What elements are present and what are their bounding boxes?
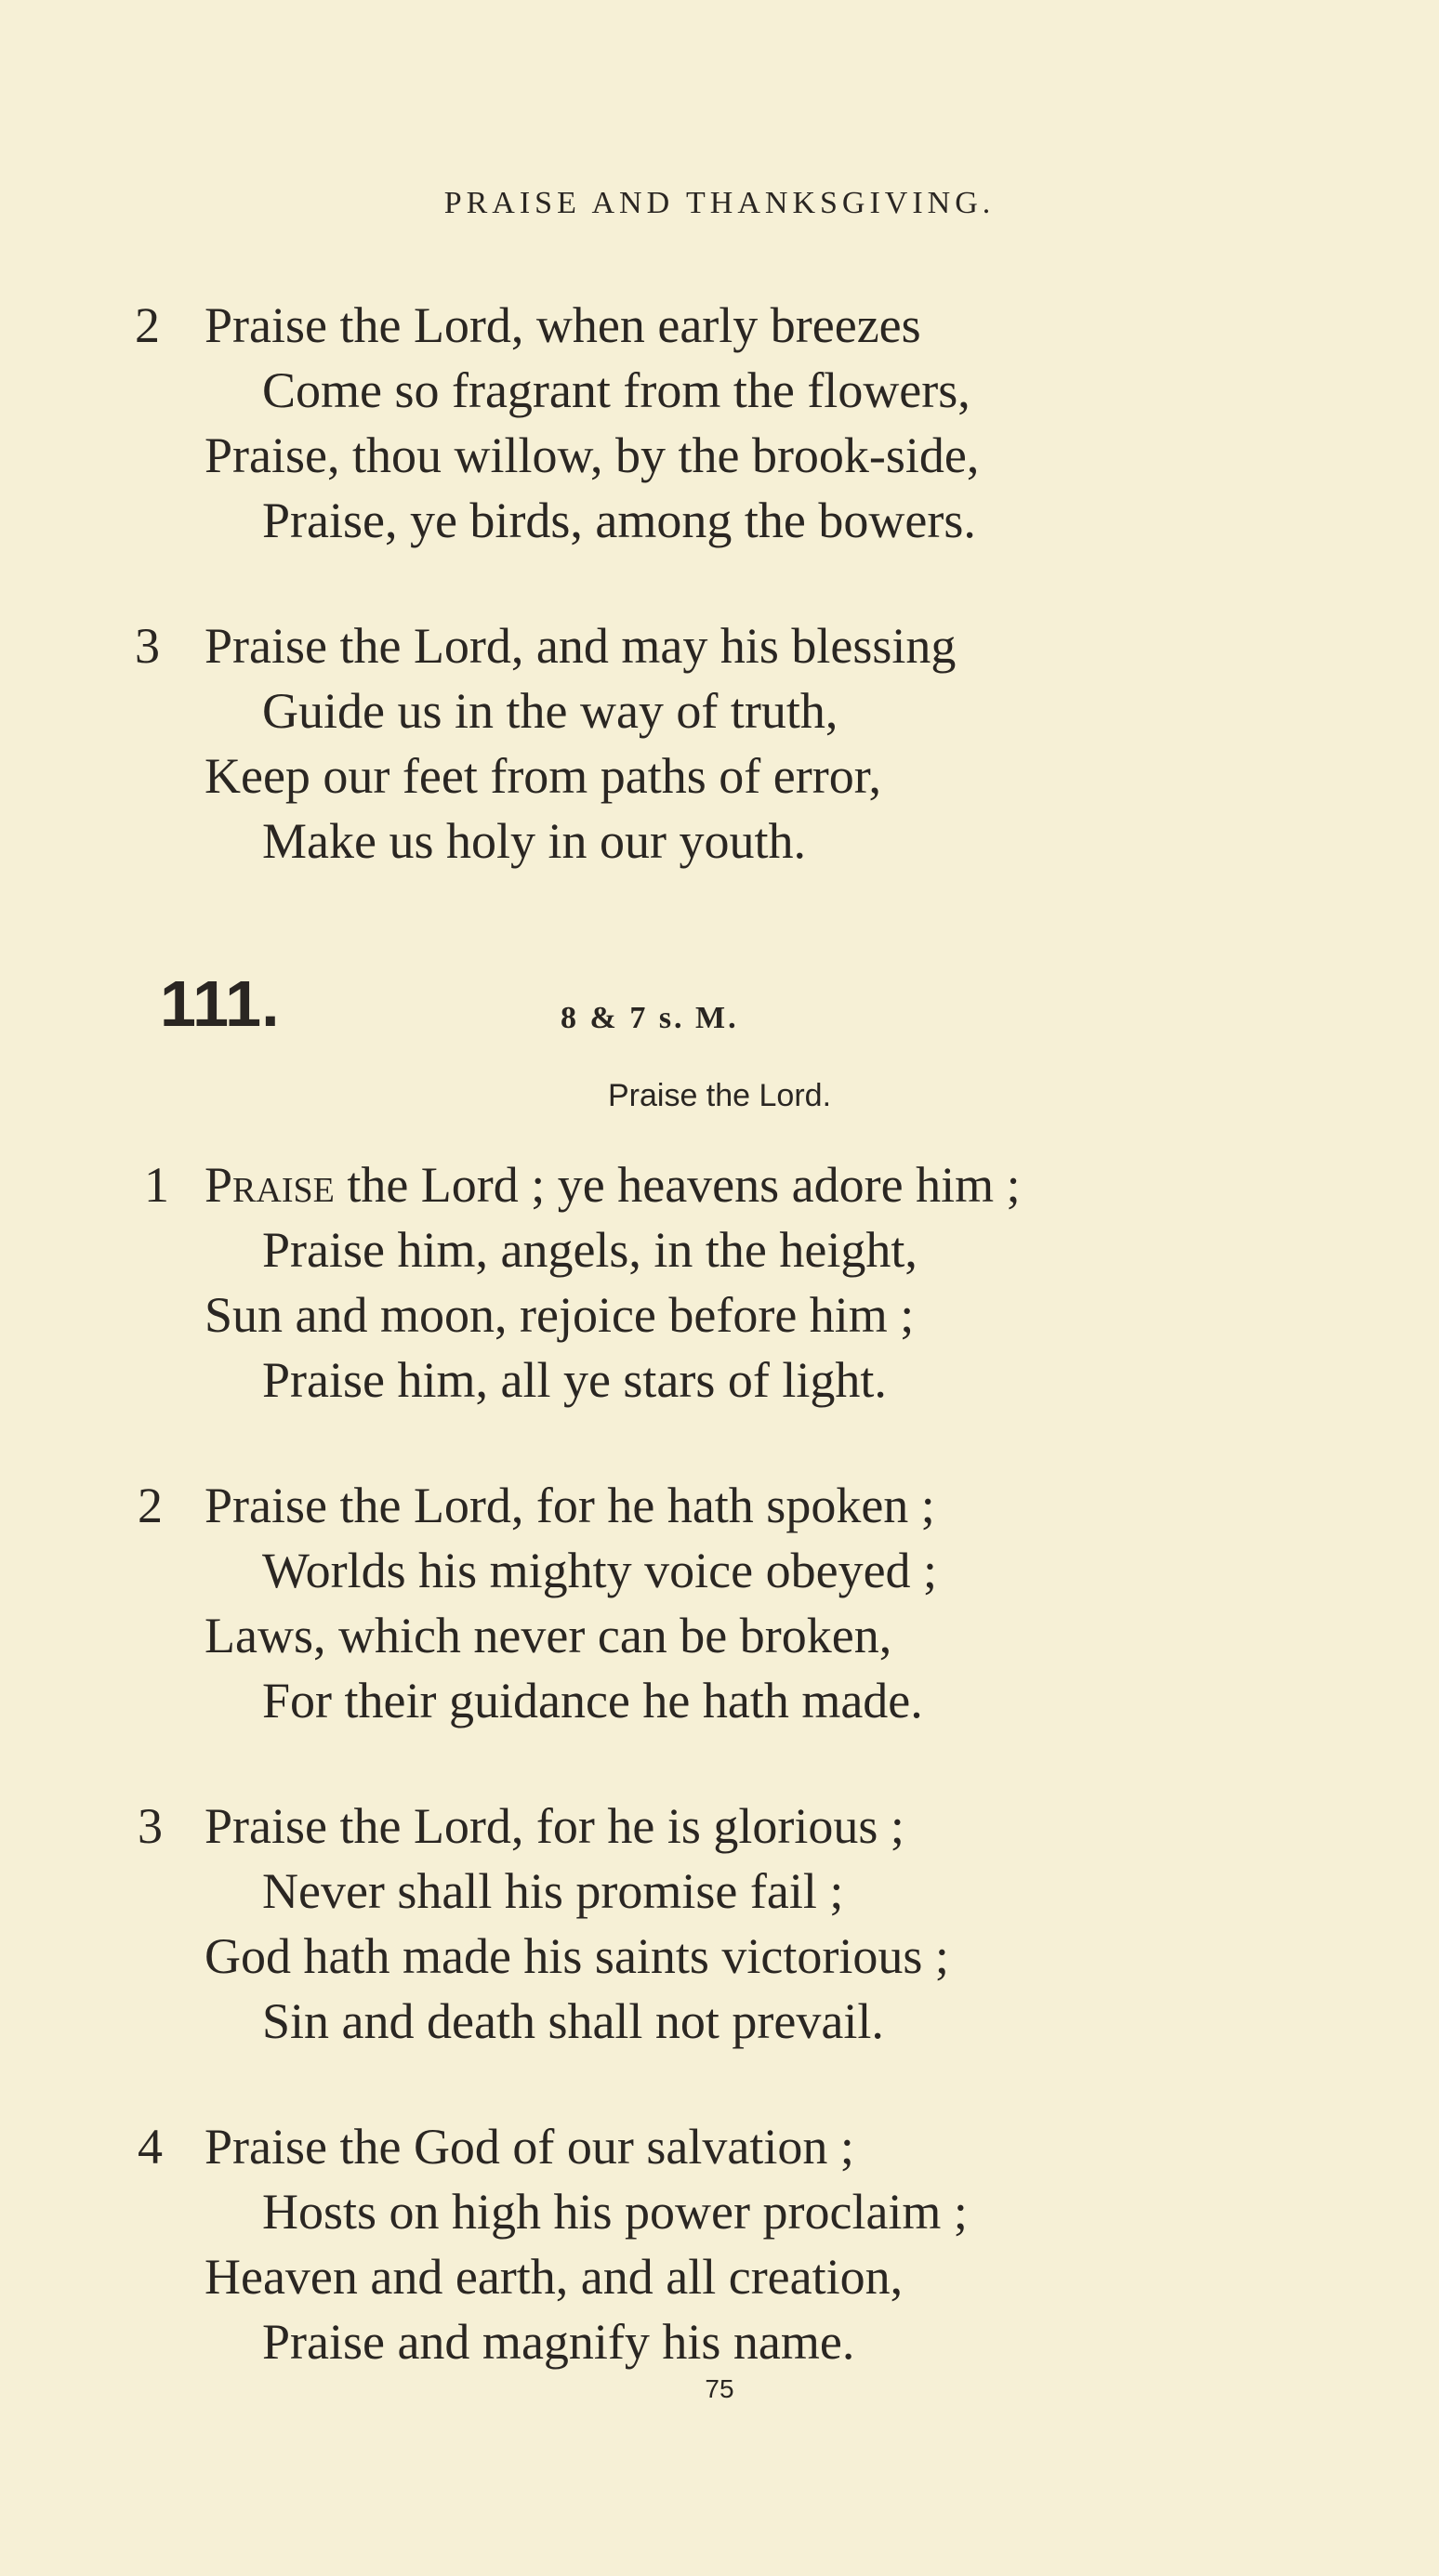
verse-line: Worlds his mighty voice obeyed ;	[262, 1543, 938, 1598]
verse-line: Praise the Lord, for he hath spoken ;	[205, 1478, 935, 1533]
verse-line: Praise the God of our salvation ;	[205, 2119, 854, 2175]
verse-line: Heaven and earth, and all creation,	[205, 2249, 904, 2305]
verse-line: Never shall his promise fail ;	[262, 1863, 844, 1919]
verse-line: Praise the Lord, for he is glorious ;	[205, 1798, 904, 1854]
verse-line-first	[205, 1157, 1021, 1213]
verse-line: Sin and death shall not prevail.	[262, 1993, 884, 2049]
verse-line: Praise the Lord, and may his blessing	[205, 618, 957, 674]
verse-line: Praise and magnify his name.	[262, 2314, 855, 2370]
verse-line: Praise, thou willow, by the brook-side,	[205, 427, 980, 483]
verse-line: God hath made his saints victorious ;	[205, 1928, 949, 1984]
drop-word: Praise	[205, 1157, 335, 1213]
running-title: PRAISE AND THANKSGIVING.	[443, 186, 996, 220]
stanza-number: 1	[144, 1157, 169, 1213]
hymn-meter: 8 & 7 s. M.	[561, 1001, 739, 1035]
page-number: 75	[705, 2374, 734, 2403]
verse-line: For their guidance he hath made.	[262, 1673, 923, 1728]
hymn-subtitle: Praise the Lord.	[607, 1078, 832, 1113]
verse-line: Praise, ye birds, among the bowers.	[262, 493, 976, 548]
stanza-number: 3	[135, 618, 160, 674]
verse-line: Praise him, angels, in the height,	[262, 1222, 918, 1278]
verse-line: Laws, which never can be broken,	[205, 1608, 892, 1663]
verse-line: Praise him, all ye stars of light.	[262, 1352, 887, 1408]
verse-line: Keep our feet from paths of error,	[205, 748, 882, 804]
stanza-number: 4	[138, 2119, 163, 2175]
stanza-number: 2	[135, 297, 160, 353]
hymn-number: 111.	[160, 967, 280, 1040]
first-line-rest: the Lord ; ye heavens adore him ;	[334, 1157, 1021, 1213]
verse-line: Praise the Lord, when early breezes	[205, 297, 921, 353]
stanza-number: 3	[138, 1798, 163, 1854]
verse-line: Sun and moon, rejoice before him ;	[205, 1287, 915, 1343]
stanza-number: 2	[138, 1478, 163, 1533]
verse-line: Hosts on high his power proclaim ;	[262, 2184, 968, 2240]
verse-line: Guide us in the way of truth,	[262, 683, 838, 739]
verse-line: Come so fragrant from the flowers,	[262, 362, 970, 418]
verse-line: Make us holy in our youth.	[262, 813, 806, 869]
